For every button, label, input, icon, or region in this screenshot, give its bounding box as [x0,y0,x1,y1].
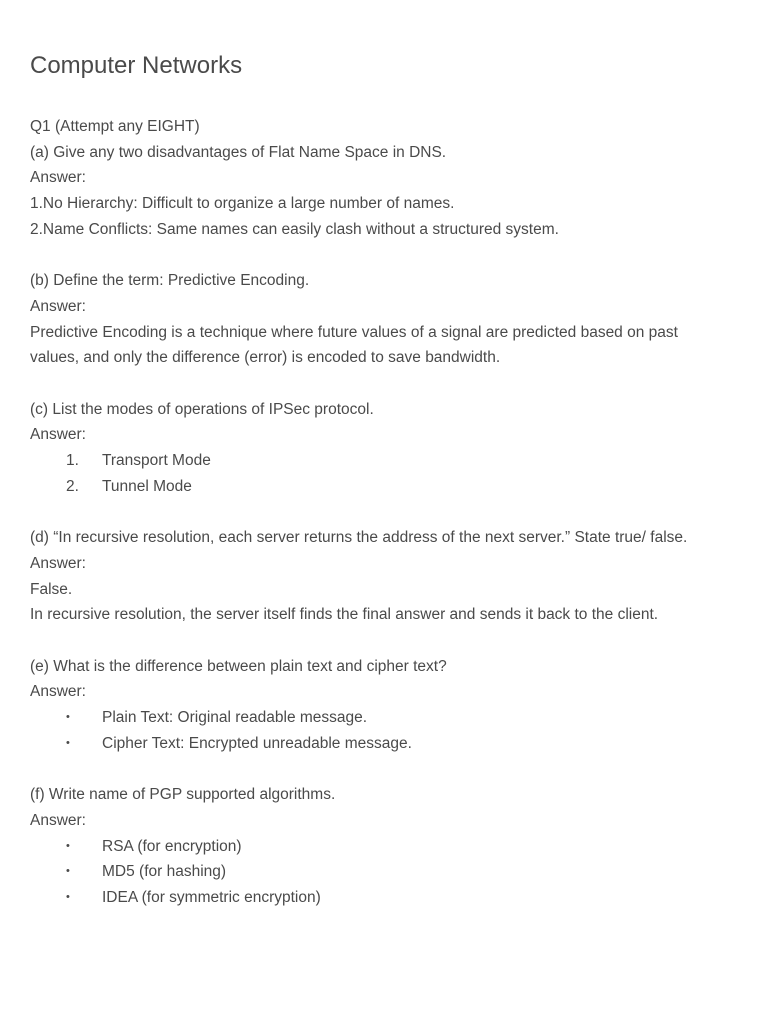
question-d: (d) “In recursive resolution, each server returns the address of the next server.” State true/ false. [30,529,688,547]
list-item-text: IDEA (for symmetric encryption) [102,889,321,907]
list-item [30,448,738,474]
list-item [30,731,738,757]
answer-e-list [30,705,738,756]
answer-b-text: Predictive Encoding is a technique where future values of a signal are predicted based on past values, and only the difference (error) is encoded to save bandwidth. [30,323,678,367]
question-b: (b) Define the term: Predictive Encoding. [30,272,310,290]
answer-label: Answer: [30,297,86,315]
bullet-icon: • [66,865,70,878]
list-number: 1. [66,452,79,470]
answer-label: Answer: [30,426,86,444]
answer-a-line-2: 2.Name Conflicts: Same names can easily clash without a structured system. [30,220,559,238]
question-c: (c) List the modes of operations of IPSec protocol. [30,400,374,418]
answer-c-list [30,448,738,499]
list-item [30,834,738,860]
list-item-text: Plain Text: Original readable message. [102,709,368,727]
spacer [30,757,738,783]
list-item-text: Cipher Text: Encrypted unreadable message. [102,734,412,752]
list-item [30,474,738,500]
answer-f-list [30,834,738,911]
list-item-text: Tunnel Mode [102,477,192,495]
spacer [30,500,738,526]
list-item [30,859,738,885]
list-item-text: MD5 (for hashing) [102,863,227,881]
question-f: (f) Write name of PGP supported algorithms. [30,786,336,804]
bullet-icon: • [66,839,70,852]
section-instruction: Q1 (Attempt any EIGHT) [30,118,200,135]
answer-d-line-1: False. [30,580,73,598]
answer-label: Answer: [30,811,86,829]
list-number: 2. [66,477,79,495]
answer-d-line-2: In recursive resolution, the server itself finds the final answer and sends it back to the client. [30,606,659,624]
list-item [30,885,738,911]
list-item [30,705,738,731]
spacer [30,243,738,269]
bullet-icon: • [66,736,70,749]
question-a: (a) Give any two disadvantages of Flat Name Space in DNS. [30,143,447,161]
question-e: (e) What is the difference between plain text and cipher text? [30,657,447,675]
answer-label: Answer: [30,683,86,701]
spacer [30,371,738,397]
spacer [30,628,738,654]
answer-label: Answer: [30,169,86,187]
answer-label: Answer: [30,554,86,572]
list-item-text: Transport Mode [102,452,211,470]
answer-a-line-1: 1.No Hierarchy: Difficult to organize a large number of names. [30,195,455,213]
bullet-icon: • [66,891,70,904]
document-title: Computer Networks [30,52,243,79]
bullet-icon: • [66,711,70,724]
list-item-text: RSA (for encryption) [102,837,242,855]
